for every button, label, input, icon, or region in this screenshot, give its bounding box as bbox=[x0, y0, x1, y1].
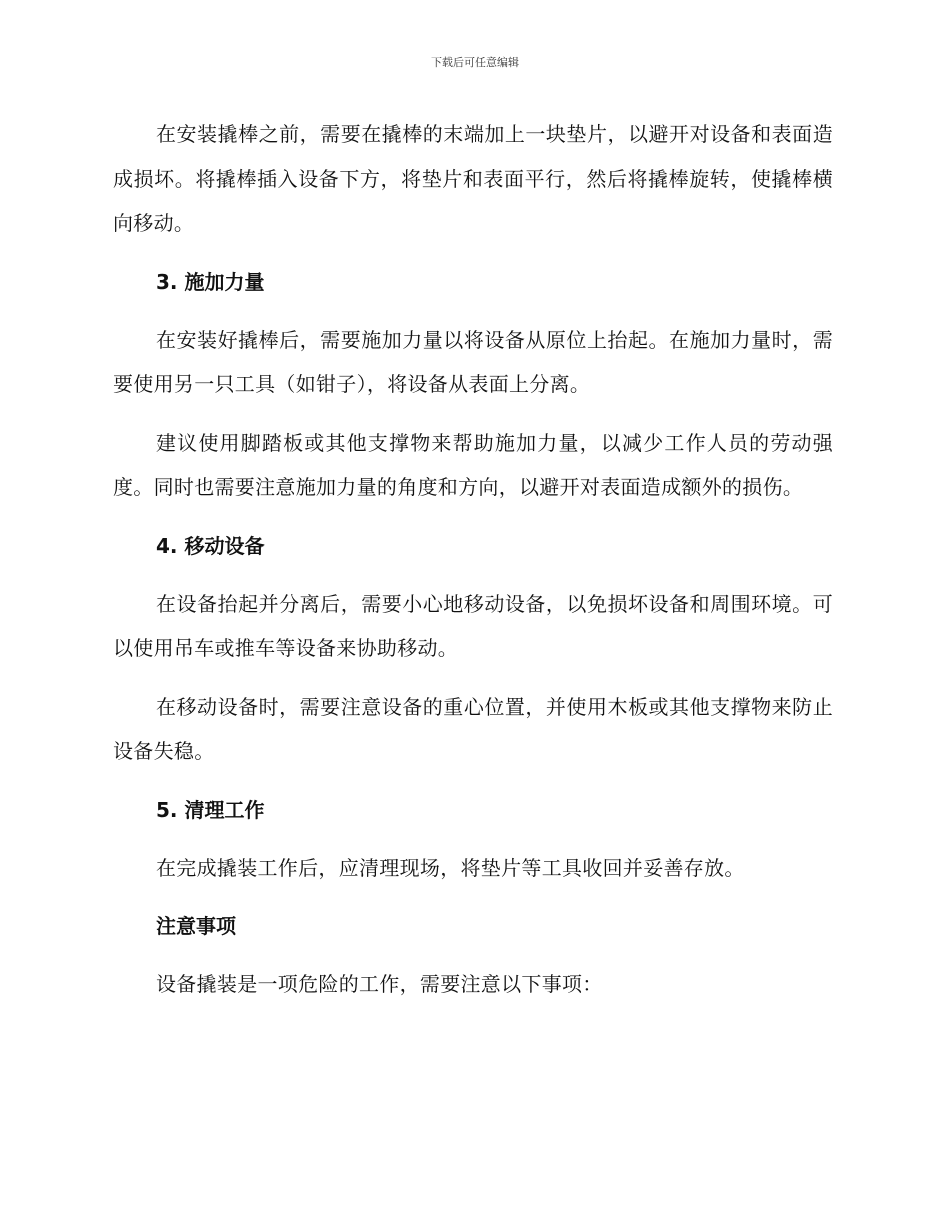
section-heading: 5. 清理工作 bbox=[156, 797, 265, 822]
paragraph: 在移动设备时，需要注意设备的重心位置，并使用木板或其他支撑物来防止设备失稳。 bbox=[113, 694, 833, 763]
paragraph: 在设备抬起并分离后，需要小心地移动设备，以免损坏设备和周围环境。可以使用吊车或推车等设备来协助移动。 bbox=[113, 591, 833, 660]
page-header: 下载后可任意编辑 bbox=[431, 56, 519, 69]
paragraph: 设备撬装是一项危险的工作，需要注意以下事项： bbox=[156, 972, 603, 996]
section-heading: 4. 移动设备 bbox=[156, 533, 265, 558]
section-heading: 注意事项 bbox=[156, 914, 236, 938]
section-heading: 3. 施加力量 bbox=[156, 269, 265, 294]
paragraph: 在安装好撬棒后，需要施加力量以将设备从原位上抬起。在施加力量时，需要使用另一只工具（如钳子），将设备从表面上分离。 bbox=[113, 327, 833, 396]
document-body bbox=[113, 112, 833, 1021]
paragraph: 在完成撬装工作后，应清理现场，将垫片等工具收回并妥善存放。 bbox=[156, 855, 745, 880]
paragraph: 在安装撬棒之前，需要在撬棒的末端加上一块垫片，以避开对设备和表面造成损坏。将撬棒插入设备下方，将垫片和表面平行，然后将撬棒旋转，使撬棒横向移动。 bbox=[113, 122, 833, 235]
paragraph: 建议使用脚踏板或其他支撑物来帮助施加力量，以减少工作人员的劳动强度。同时也需要注意施加力量的角度和方向，以避开对表面造成额外的损伤。 bbox=[113, 430, 833, 499]
